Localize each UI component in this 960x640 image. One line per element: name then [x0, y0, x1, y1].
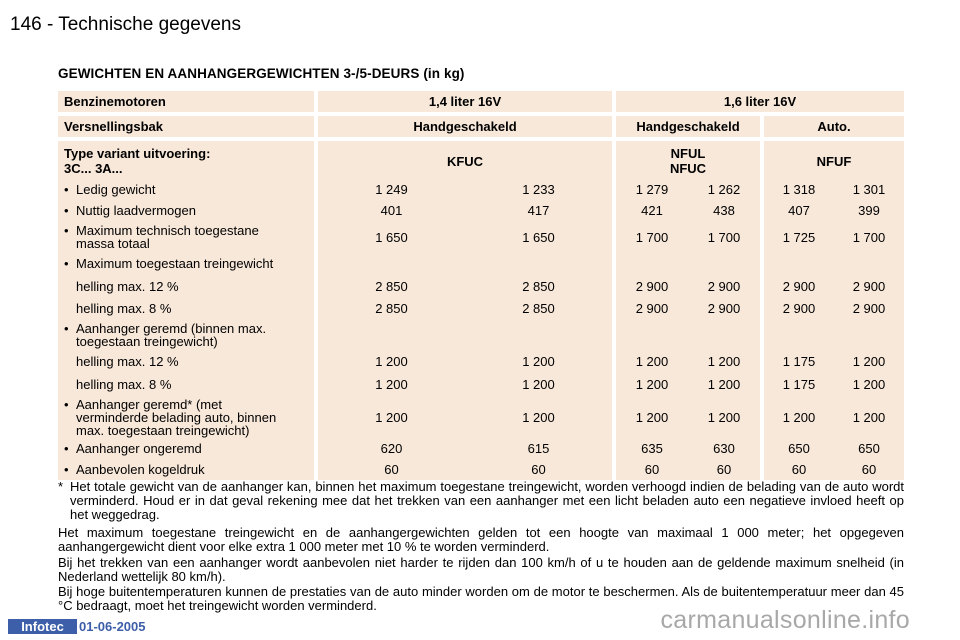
section-title: GEWICHTEN EN AANHANGERGEWICHTEN 3-/5-DEURS (in kg) [58, 66, 465, 81]
cell: 421 [641, 203, 663, 218]
cell: 60 [384, 462, 399, 477]
cell: 1 233 [522, 182, 555, 197]
cell: 399 [858, 203, 880, 218]
header-row-type [58, 141, 904, 181]
row-label-cont: toegestaan treingewicht) [76, 334, 218, 349]
cell: 1 725 [782, 229, 816, 245]
cell: 1 700 [635, 229, 669, 245]
header-engine-14: 1,4 liter 16V [318, 91, 612, 112]
footnote-star: * [58, 479, 64, 494]
header-label-type-line1: Type variant uitvoering: [64, 146, 211, 161]
footer-date: 01-06-2005 [79, 619, 146, 634]
bullet: • [64, 223, 69, 238]
page-header: 146 - Technische gegevens [10, 14, 241, 35]
cell: 438 [713, 203, 735, 218]
header-type-1: KFUC [318, 141, 612, 181]
cell: 1 200 [522, 376, 555, 392]
paragraph-speed: Bij het trekken van een aanhanger wordt aanbevolen niet harder te rijden dan 100 km/h of u te houden aan de geldende maximum snelheid (in Nederland wettelijk 80 km/h). [58, 555, 904, 584]
row-label: helling max. 8 % [76, 301, 172, 316]
row-label-cont: massa totaal [76, 236, 150, 251]
bullet: • [64, 182, 69, 197]
row-label-cont: max. toegestaan treingewicht) [76, 422, 250, 438]
header-label-engine: Benzinemotoren [58, 91, 314, 112]
cell: 60 [644, 462, 660, 477]
cell: 615 [527, 441, 550, 456]
cell: 2 850 [522, 278, 555, 294]
cell: 1 200 [635, 409, 669, 425]
cell: 60 [531, 462, 546, 477]
header-gearbox-2: Handgeschakeld [616, 116, 760, 137]
row-label: Ledig gewicht [76, 182, 156, 197]
cell: 417 [527, 203, 550, 218]
table-row [58, 319, 904, 351]
cell: 2 900 [707, 278, 741, 294]
cell: 1 200 [635, 354, 669, 369]
table-row [58, 221, 904, 253]
cell: 1 200 [522, 409, 555, 425]
header-row-engine [58, 91, 904, 112]
cell: 1 700 [852, 229, 886, 245]
cell: 407 [788, 203, 810, 218]
header-engine-16: 1,6 liter 16V [616, 91, 904, 112]
cell: 2 850 [375, 278, 408, 294]
cell: 1 200 [707, 354, 741, 369]
cell: 1 650 [375, 229, 408, 245]
bullet: • [64, 396, 69, 412]
cell: 1 175 [782, 376, 816, 392]
row-label: Nuttig laadvermogen [76, 203, 196, 218]
table-row [58, 459, 904, 480]
cell: 60 [791, 462, 807, 477]
header-label-gearbox: Versnellingsbak [58, 116, 314, 137]
cell: 1 200 [782, 409, 816, 425]
row-label: helling max. 12 % [76, 354, 179, 369]
cell: 1 200 [852, 376, 886, 392]
cell: 2 900 [707, 301, 741, 316]
header-label-type [58, 141, 314, 181]
cell: 1 200 [375, 354, 408, 369]
header-gearbox-3: Auto. [764, 116, 904, 137]
cell: 2 850 [522, 301, 555, 316]
row-label: Maximum toegestaan treingewicht [76, 256, 274, 271]
header-label-type-line2: 3C... 3A... [64, 161, 123, 176]
table-row [58, 179, 904, 200]
cell: 2 900 [852, 301, 886, 316]
row-label: helling max. 8 % [76, 376, 172, 392]
cell: 2 850 [375, 301, 408, 316]
header-row-gearbox [58, 116, 904, 137]
table-row [58, 253, 904, 274]
spec-data-table [58, 179, 904, 480]
cell: 630 [713, 441, 735, 456]
cell: 635 [641, 441, 663, 456]
row-label-cont: verminderde belading auto, binnen [76, 409, 277, 425]
header-type-3: NFUF [764, 141, 904, 181]
table-row [58, 396, 904, 438]
cell: 1 650 [522, 229, 555, 245]
cell: 1 200 [852, 409, 886, 425]
table-row [58, 372, 904, 396]
cell: 2 900 [782, 301, 816, 316]
table-row [58, 274, 904, 298]
cell: 620 [380, 441, 403, 456]
watermark: carmanualsonline.info [660, 606, 910, 634]
row-label: Aanbevolen kogeldruk [76, 462, 205, 477]
header-type-2-line2: NFUC [669, 161, 707, 176]
cell: 1 262 [707, 182, 741, 197]
table-row [58, 438, 904, 459]
cell: 1 175 [782, 354, 816, 369]
header-type-2 [616, 141, 760, 181]
table-row [58, 298, 904, 319]
footnote-text: Het totale gewicht van de aanhanger kan, binnen het maximum toegestane treingewicht, worden verhoogd indien de belading van de auto wordt verminderd. Houd er in dat geval rekening mee dat het trekken van een aanhanger met een licht beladen auto een negatieve invloed heeft op het weggedrag. [70, 479, 904, 522]
cell: 1 200 [635, 376, 669, 392]
cell: 1 200 [707, 376, 741, 392]
header-gearbox-1: Handgeschakeld [318, 116, 612, 137]
cell: 650 [788, 441, 810, 456]
cell: 2 900 [635, 278, 669, 294]
cell: 1 200 [375, 376, 408, 392]
bullet: • [64, 321, 69, 336]
cell: 60 [716, 462, 732, 477]
cell: 401 [380, 203, 403, 218]
cell: 1 249 [375, 182, 408, 197]
cell: 1 200 [852, 354, 886, 369]
cell: 2 900 [635, 301, 669, 316]
cell: 1 200 [522, 354, 555, 369]
cell: 1 200 [375, 409, 408, 425]
cell: 2 900 [852, 278, 886, 294]
header-type-2-line1: NFUL [670, 146, 706, 161]
paragraph-altitude: Het maximum toegestane treingewicht en de aanhangergewichten gelden tot een hoogte van maximaal 1 000 meter; het opgegeven aanhangergewicht dient voor elke extra 1 000 meter met 10 % te worden verminderd. [58, 525, 904, 554]
spec-header-table [58, 87, 904, 185]
bullet: • [64, 203, 69, 218]
row-label: Aanhanger ongeremd [76, 441, 202, 456]
cell: 1 700 [707, 229, 741, 245]
table-row [58, 200, 904, 221]
bullet: • [64, 462, 69, 477]
row-label: Aanhanger geremd* (met [76, 396, 222, 412]
table-row [58, 351, 904, 372]
cell: 1 279 [635, 182, 669, 197]
cell: 60 [861, 462, 877, 477]
bullet: • [64, 256, 69, 271]
cell: 1 318 [782, 182, 816, 197]
row-label: Aanhanger geremd (binnen max. [76, 321, 267, 336]
bullet: • [64, 441, 69, 456]
row-label: Maximum technisch toegestane [76, 223, 259, 238]
cell: 2 900 [782, 278, 816, 294]
infotec-logo: Infotec [8, 619, 77, 634]
row-label: helling max. 12 % [76, 278, 179, 294]
cell: 1 200 [707, 409, 741, 425]
footnote [58, 480, 904, 522]
cell: 650 [858, 441, 880, 456]
paragraph-temperature: Bij hoge buitentemperaturen kunnen de prestaties van de auto minder worden om de motor te beschermen. Als de buitentemperatuur meer dan 45 °C bedraagt, moet het treingewicht worden verminderd. [58, 584, 904, 613]
cell: 1 301 [852, 182, 886, 197]
